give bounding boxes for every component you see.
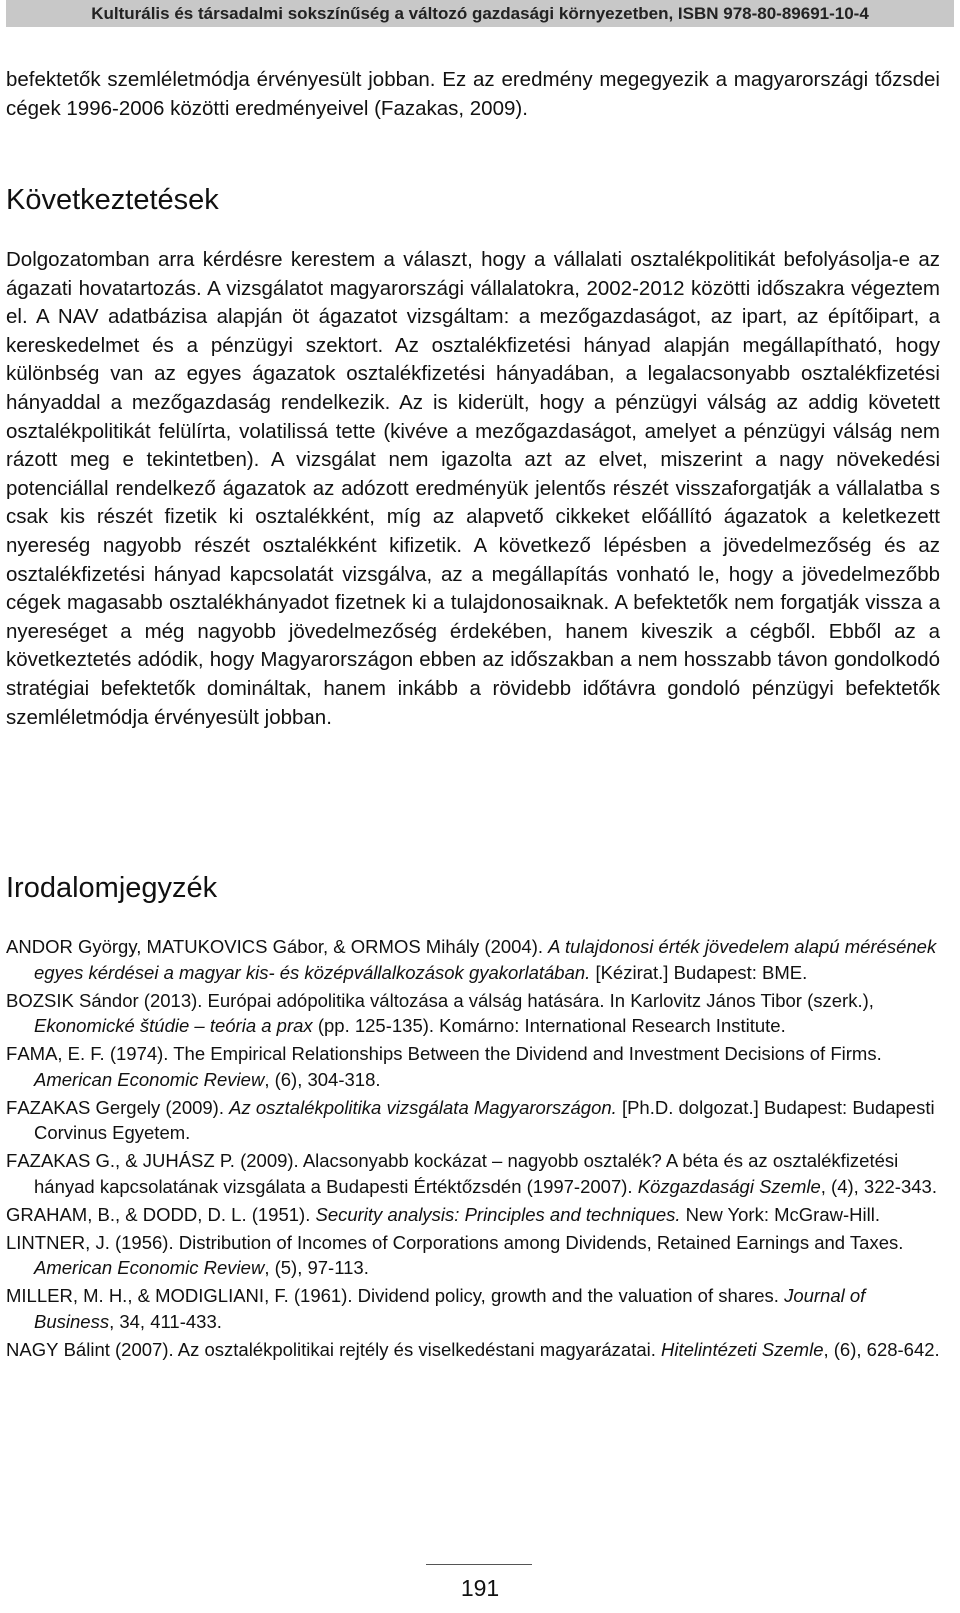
- running-header: [6, 0, 954, 27]
- reference-item: BOZSIK Sándor (2013). Európai adópolitika változása a válság hatására. In Karlovitz János Tibor (szerk.), Ekonomické štúdie – teória a prax (pp. 125-135). Komárno: International Research Institute.: [6, 989, 874, 1037]
- reference-item: FAMA, E. F. (1974). The Empirical Relationships Between the Dividend and Investment Decisions of Firms. American Economic Review, (6), 304-318.: [6, 1043, 882, 1090]
- reference-title: American Economic Review: [34, 1257, 265, 1279]
- reference-title: Security analysis: Principles and techniques.: [315, 1203, 681, 1225]
- intro-section: [6, 66, 940, 123]
- references-section: [6, 870, 940, 906]
- conclusions-paragraph: Dolgozatomban arra kérdésre kerestem a választ, hogy a vállalati osztalékpolitikát befolyásolja-e az ágazati hovatartozás. A vizsgálatot magyarországi vállalatokra, 2002-2012 közötti időszakra végeztem el. A NAV adatbázisa alapján öt ágazatot vizsgáltam: a mezőgazdaságot, az ipart, az építőipart, a kereskedelmet és a pénzügyi szektort. Az osztalékfizetési hányad alapján megállapítható, hogy különbség van az egyes ágazatok osztalékfizetési hányadában, a legalacsonyabb osztalékfizetési hányaddal a mezőgazdaság rendelkezik. Az is kiderült, hogy a pénzügyi válság az addig követett osztalékpolitikát felülírta, volatilissá tette (kivéve a mezőgazdaságot, amelyet a pénzügyi válság nem rázott meg e tekintetben). A vizsgálat nem igazolta azt az elvet, miszerint a nagy növekedési potenciállal rendelkező ágazatok az adózott eredményük jelentős részét visszaforgatják a vállalatba s csak kis részét fizetik ki osztalékként, míg az alapvető cikkeket előállító ágazatok a keletkezett nyereség nagyobb részét osztalékként kifizetik. A következő lépésben a jövedelmezőség és az osztalékfizetési hányad kapcsolatát vizsgálva, az a megállapítás vonható le, hogy a jövedelmezőbb cégek magasabb osztalékhányadot fizetnek ki a tulajdonosaiknak. A befektetők nem forgatják vissza a nyereséget a még nagyobb jövedelmezőség érdekében, hanem kiveszik a cégből. Ebből az a következtetés adódik, hogy Magyarországon ebben az időszakban a nem hosszabb távon gondolkodó stratégiai befektetők domináltak, hanem inkább a rövidebb időtávra gondoló pénzügyi befektetők szemléletmódja érvényesült jobban.: [6, 248, 940, 729]
- page-number: 191: [460, 1575, 500, 1601]
- footer-divider: [426, 1564, 532, 1565]
- reference-title: Az osztalékpolitika vizsgálata Magyarországon.: [229, 1096, 617, 1118]
- references-heading: Irodalomjegyzék: [6, 872, 218, 904]
- reference-title: Journal of Business: [34, 1285, 866, 1333]
- intro-paragraph: befektetők szemléletmódja érvényesült jobban. Ez az eredmény megegyezik a magyarországi tőzsdei cégek 1996-2006 közötti eredményeivel (Fazakas, 2009).: [6, 68, 940, 120]
- reference-title: Közgazdasági Szemle: [637, 1175, 821, 1197]
- reference-title: Hitelintézeti Szemle: [661, 1339, 824, 1361]
- running-header-title: Kulturális és társadalmi sokszínűség a változó gazdasági környezetben, ISBN 978-80-89691-10-4: [91, 4, 869, 23]
- reference-item: NAGY Bálint (2007). Az osztalékpolitikai rejtély és viselkedéstani magyarázatai. Hitelintézeti Szemle, (6), 628-642.: [6, 1339, 940, 1361]
- conclusions-body: [6, 246, 940, 732]
- reference-item: FAZAKAS Gergely (2009). Az osztalékpolitika vizsgálata Magyarországon. [Ph.D. dolgozat.] Budapest: Budapesti Corvinus Egyetem.: [6, 1096, 935, 1144]
- reference-title: American Economic Review: [34, 1068, 265, 1090]
- reference-item: GRAHAM, B., & DODD, D. L. (1951). Security analysis: Principles and techniques. New York: McGraw-Hill.: [6, 1203, 880, 1225]
- conclusions-heading: Következtetések: [6, 184, 219, 216]
- reference-item: FAZAKAS G., & JUHÁSZ P. (2009). Alacsonyabb kockázat – nagyobb osztalék? A béta és az osztalékfizetési hányad kapcsolatának vizsgálata a Budapesti Értéktőzsdén (1997-2007). Közgazdasági Szemle, (4), 322-343.: [6, 1150, 937, 1197]
- reference-title: Ekonomické štúdie – teória a prax: [34, 1015, 313, 1037]
- reference-item: ANDOR György, MATUKOVICS Gábor, & ORMOS Mihály (2004). A tulajdonosi érték jövedelem alapú mérésének egyes kérdései a magyar kis- és középvállalkozások gyakorlatában. [Kézirat.] Budapest: BME.: [6, 936, 937, 983]
- reference-title: A tulajdonosi érték jövedelem alapú mérésének egyes kérdései a magyar kis- és középvállalkozások gyakorlatában.: [34, 936, 937, 983]
- reference-item: LINTNER, J. (1956). Distribution of Incomes of Corporations among Dividends, Retained Earnings and Taxes. American Economic Review, (5), 97-113.: [6, 1231, 904, 1279]
- reference-item: MILLER, M. H., & MODIGLIANI, F. (1961). Dividend policy, growth and the valuation of shares. Journal of Business, 34, 411-433.: [6, 1285, 866, 1333]
- conclusions-section: [6, 182, 940, 218]
- reference-list: [6, 934, 940, 1365]
